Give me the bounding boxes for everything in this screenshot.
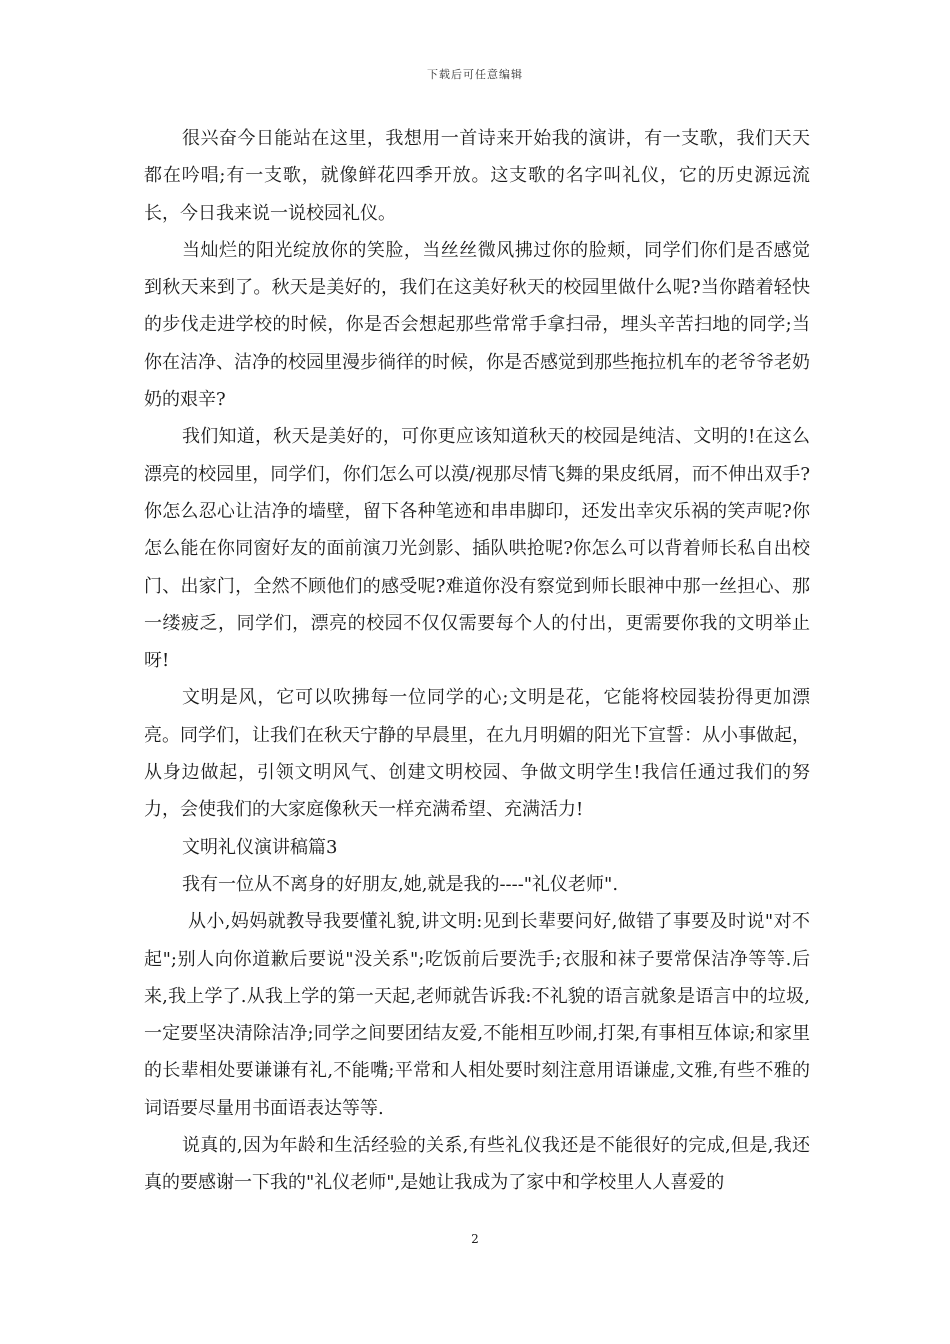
page-header-note: 下载后可任意编辑 [427,68,523,81]
section-heading: 文明礼仪演讲稿篇3 [182,836,338,858]
paragraph-pledge: 文明是风，它可以吹拂每一位同学的心;文明是花，它能将校园装扮得更加漂亮。同学们，让我们在秋天宁静的早晨里，在九月明媚的阳光下宣誓：从小事做起，从身边做起，引领文明风气、创建文明校园、争做文明学生!我信任通过我们的努力，会使我们的大家庭像秋天一样充满希望、充满活力! [144,687,810,821]
paragraph-friend: 我有一位从不离身的好朋友,她,就是我的----"礼仪老师". [182,873,619,895]
document-body [144,120,810,1202]
paragraph-gratitude: 说真的,因为年龄和生活经验的关系,有些礼仪我还是不能很好的完成,但是,我还真的要感谢一下我的"礼仪老师",是她让我成为了家中和学校里人人喜爱的 [144,1135,810,1194]
paragraph-childhood: 从小,妈妈就教导我要懂礼貌,讲文明:见到长辈要问好,做错了事要及时说"对不起";别人向你道歉后要说"没关系";吃饭前后要洗手;衣服和袜子要常保洁净等等.后来,我上学了.从我上学的第一天起,老师就告诉我:不礼貌的语言就象是语言中的垃圾,一定要坚决清除洁净;同学之间要团结友爱,不能相互吵闹,打架,有事相互体谅;和家里的长辈相处要谦谦有礼,不能嘴;平常和人相处要时刻注意用语谦虚,文雅,有些不雅的词语要尽量用书面语表达等等. [144,911,810,1119]
page-number: 2 [471,1232,479,1246]
paragraph-autumn: 当灿烂的阳光绽放你的笑脸，当丝丝微风拂过你的脸颊，同学们你们是否感觉到秋天来到了。秋天是美好的，我们在这美好秋天的校园里做什么呢?当你踏着轻快的步伐走进学校的时候，你是否会想起那些常常手拿扫帚，埋头辛苦扫地的同学;当你在洁净、洁净的校园里漫步徜徉的时候，你是否感觉到那些拖拉机车的老爷爷老奶奶的艰辛? [144,239,810,411]
paragraph-intro: 很兴奋今日能站在这里，我想用一首诗来开始我的演讲，有一支歌，我们天天都在吟唱;有一支歌，就像鲜花四季开放。这支歌的名字叫礼仪，它的历史源远流长，今日我来说一说校园礼仪。 [144,128,810,224]
paragraph-campus: 我们知道，秋天是美好的，可你更应该知道秋天的校园是纯洁、文明的!在这么漂亮的校园里，同学们，你们怎么可以漠/视那尽情飞舞的果皮纸屑，而不伸出双手?你怎么忍心让洁净的墙壁，留下各种笔迹和串串脚印，还发出幸灾乐祸的笑声呢?你怎么能在你同窗好友的面前演刀光剑影、插队哄抢呢?你怎么可以背着师长私自出校门、出家门，全然不顾他们的感受呢?难道你没有察觉到师长眼神中那一丝担心、那一缕疲乏，同学们，漂亮的校园不仅仅需要每个人的付出，更需要你我的文明举止呀! [144,426,810,672]
